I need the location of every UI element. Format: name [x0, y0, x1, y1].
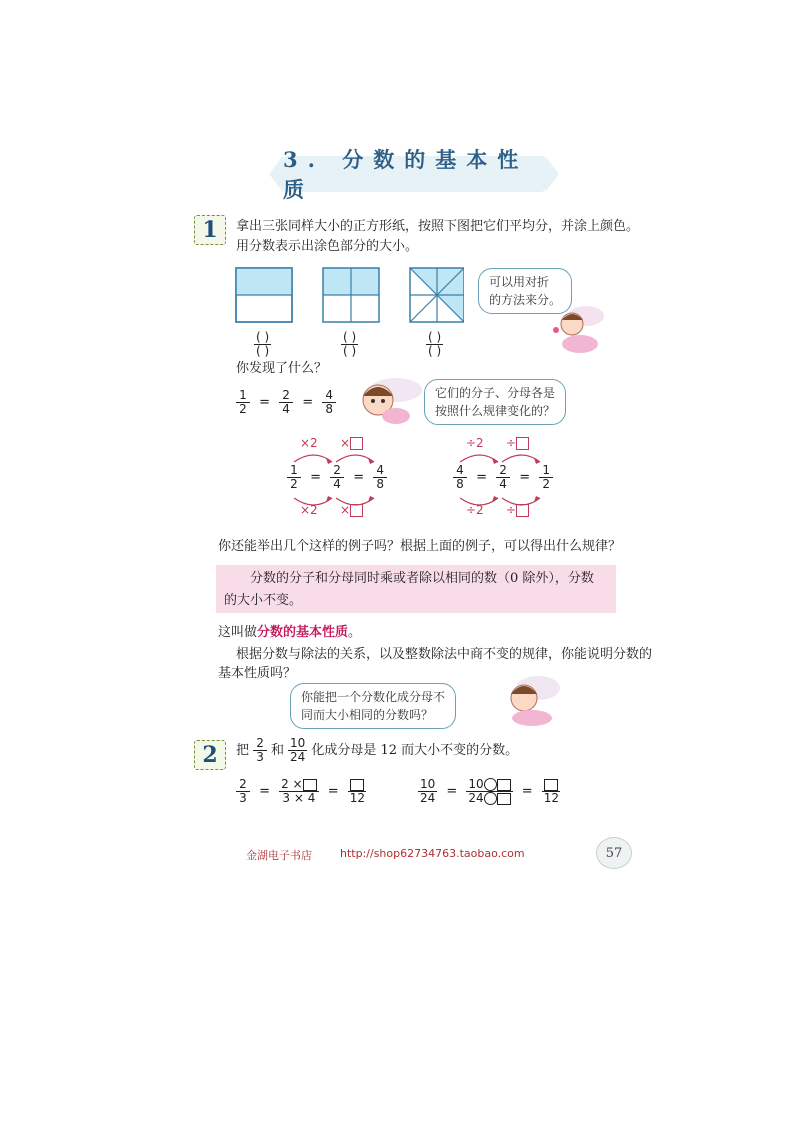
speech-bubble-rule-question	[424, 379, 566, 425]
footer-url[interactable]: http://shop62734763.taobao.com	[340, 847, 525, 860]
fraction: $\frac{2}{4}$	[279, 389, 293, 416]
fraction: $\frac{10}{24}$	[466, 778, 512, 805]
fraction: $\frac{2}{3}$	[236, 778, 250, 805]
blank-denominator: ( )	[256, 344, 270, 358]
ex2-and: 和	[271, 742, 285, 758]
blank-fraction-2[interactable]	[341, 331, 358, 358]
mult-top-operator-1: ×2	[300, 436, 318, 450]
blank-fraction-1[interactable]	[254, 331, 271, 358]
fraction: $\frac{4}{8}$	[373, 464, 387, 491]
blank-box[interactable]	[350, 504, 363, 517]
exercise-1-badge: 1	[194, 215, 226, 245]
fraction: $\frac{2}{4}$	[330, 464, 344, 491]
blank-box[interactable]	[350, 779, 364, 791]
blank-box[interactable]	[497, 779, 511, 791]
blank-denominator: ( )	[343, 344, 357, 358]
fraction: $\frac{4}{8}$	[453, 464, 467, 491]
ex2-right-equation: $\frac{10}{24}$ = $\frac{10}{24}$ = 12	[420, 777, 560, 805]
ex2-suffix: 化成分母是 12 而大小不变的分数。	[311, 742, 519, 758]
divide-fraction-row: $\frac{4}{8}$ = $\frac{2}{4}$ = $\frac{1}{2}$	[453, 464, 553, 491]
ex1-instruction-line1: 拿出三张同样大小的正方形纸，按照下图把它们平均分，并涂上颜色。	[236, 219, 640, 234]
fraction: $\frac{2 \times}{3 \times 4}$	[279, 778, 319, 805]
bubble-line: 可以用对折	[489, 275, 550, 289]
blank-denominator: ( )	[428, 344, 442, 358]
rule-line-1: 分数的分子和分母同时乘或者除以相同的数（0 除外），分数	[250, 571, 594, 586]
blank-circle[interactable]	[484, 792, 497, 805]
bubble-line: 的方法来分。	[489, 293, 562, 307]
ex2-instruction	[236, 737, 518, 764]
blank-box[interactable]	[544, 779, 558, 791]
ex2-prefix: 把	[236, 742, 250, 758]
blank-box[interactable]	[516, 504, 529, 517]
square-eighths	[410, 268, 464, 322]
angel-character-icon	[550, 300, 610, 360]
fraction: $\frac{1}{2}$	[287, 464, 301, 491]
square-halves	[236, 268, 292, 322]
blank-circle[interactable]	[484, 778, 497, 791]
footer-store-name: 金湖电子书店	[246, 849, 312, 862]
mult-bottom-operator-2: ×	[340, 503, 363, 517]
square-quarters	[323, 268, 379, 322]
fraction: 12	[348, 778, 367, 805]
fraction: $\frac{4}{8}$	[322, 389, 336, 416]
exercise-2-badge: 2	[194, 740, 226, 770]
question-what-found: 你发现了什么？	[236, 361, 328, 376]
angel-character-icon	[352, 372, 426, 426]
rule-box	[216, 565, 616, 613]
div-bottom-operator-1: ÷2	[466, 503, 484, 517]
multiply-fraction-row: $\frac{1}{2}$ = $\frac{2}{4}$ = $\frac{4}{8}$	[287, 464, 387, 491]
speech-bubble-convert	[290, 683, 456, 729]
blank-numerator: ( )	[428, 330, 442, 344]
ex1-instruction-line2: 用分数表示出涂色部分的大小。	[236, 239, 419, 254]
ask-more-examples: 你还能举出几个这样的例子吗？根据上面的例子，可以得出什么规律？	[218, 539, 622, 554]
bubble-line: 同而大小相同的分数吗？	[301, 708, 434, 722]
fraction: $\frac{10}{24}$	[420, 777, 436, 805]
bubble-line: 按照什么规律变化的？	[435, 404, 556, 418]
equivalent-fractions-row: $\frac{1}{2}$ = $\frac{2}{4}$ = $\frac{4}{8}$	[236, 389, 336, 416]
blank-numerator: ( )	[343, 330, 357, 344]
section-title: 3. 分数的基本性质	[283, 147, 529, 202]
fraction: $\frac{2}{3}$	[253, 737, 267, 764]
mult-bottom-operator-1: ×2	[300, 503, 318, 517]
term-sentence	[218, 623, 361, 643]
fraction: $\frac{10}{24}$	[290, 736, 306, 764]
fraction: $\frac{1}{2}$	[236, 389, 250, 416]
blank-box[interactable]	[303, 779, 317, 791]
angel-character-icon	[498, 672, 564, 728]
fraction: 12	[542, 778, 561, 805]
blank-numerator: ( )	[256, 330, 270, 344]
folded-squares	[234, 266, 464, 324]
fraction: $\frac{1}{2}$	[539, 464, 553, 491]
bubble-line: 你能把一个分数化成分母不	[301, 690, 446, 704]
term-suffix: 。	[348, 625, 362, 640]
section-title-band	[283, 147, 545, 202]
explain-line-1: 根据分数与除法的关系，以及整数除法中商不变的规律，你能说明分数的	[236, 647, 653, 662]
ex2-left-equation: $\frac{2}{3}$ = $\frac{2 \times}{3 \times 4}$ = 12	[236, 778, 367, 805]
term-highlight: 分数的基本性质	[257, 625, 349, 640]
rule-line-2: 的大小不变。	[224, 593, 303, 608]
div-top-operator-1: ÷2	[466, 436, 484, 450]
bubble-line: 它们的分子、分母各是	[435, 386, 556, 400]
fraction: $\frac{2}{4}$	[496, 464, 510, 491]
term-prefix: 这叫做	[218, 625, 258, 640]
div-bottom-operator-2: ÷	[506, 503, 529, 517]
mult-top-operator-2: ×	[340, 436, 363, 450]
blank-box[interactable]	[497, 793, 511, 805]
blank-fraction-3[interactable]	[426, 331, 443, 358]
page-number: 57	[596, 837, 632, 869]
explain-line-2: 基本性质吗？	[218, 666, 297, 681]
div-top-operator-2: ÷	[506, 436, 529, 450]
